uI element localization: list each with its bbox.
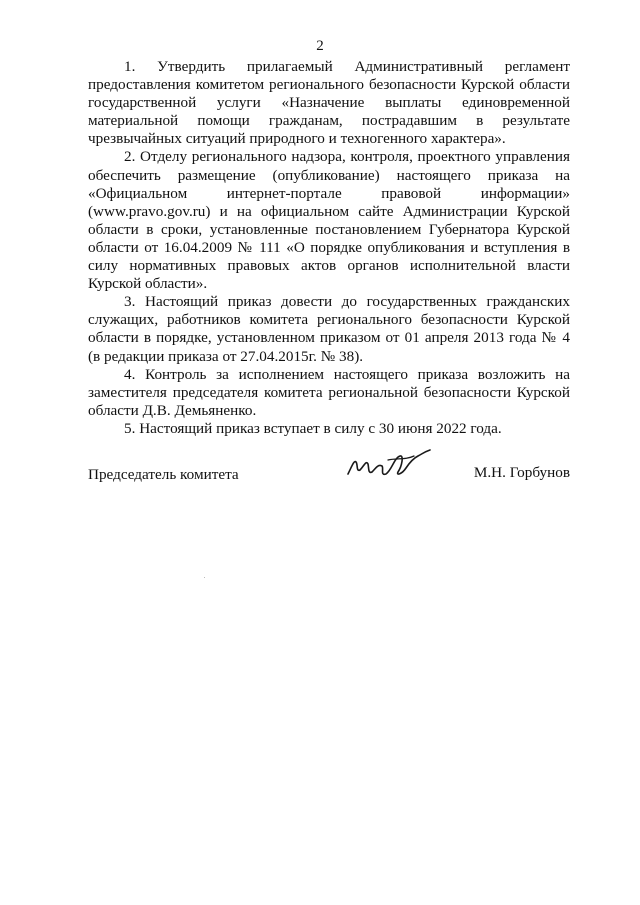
signature-block [88,446,570,496]
signatory-name: М.Н. Горбунов [473,464,570,481]
signatory-title: Председатель комитета [88,466,239,483]
page-number: 2 [316,38,324,54]
paragraph-2: 2. Отделу регионального надзора, контроля, проектного управления обеспечить размещение (опубликование) настоящего приказа на «Официальном интернет-портале правовой информации» (www.pravo.gov.ru) и на официальном сайте Администрации Курской области в сроки, установленные постановлением Губернатора Курской области от 16.04.2009 № 111 «О порядке опубликования и вступления в силу нормативных правовых актов органов исполнительной власти Курской области». [88,148,570,293]
paragraph-3: 3. Настоящий приказ довести до государственных гражданских служащих, работников комитета регионального безопасности Курской области в порядке, установленном приказом от 01 апреля 2013 года № 4 (в редакции приказа от 27.04.2015г. № 38). [88,293,570,365]
paragraph-4: 4. Контроль за исполнением настоящего приказа возложить на заместителя председателя комитета региональной безопасности Курской области Д.В. Демьяненко. [88,365,570,419]
order-body [88,58,570,438]
handwritten-signature [344,446,434,486]
paragraph-5: 5. Настоящий приказ вступает в силу с 30 июня 2022 года. [124,419,502,437]
paragraph-1: 1. Утвердить прилагаемый Административный регламент предоставления комитетом регионального безопасности Курской области государственной услуги «Назначение выплаты единовременной материальной помощи гражданам, пострадавшим в результате чрезвычайных ситуаций природного и техногенного характера». [88,58,570,148]
scan-speck [204,577,205,578]
